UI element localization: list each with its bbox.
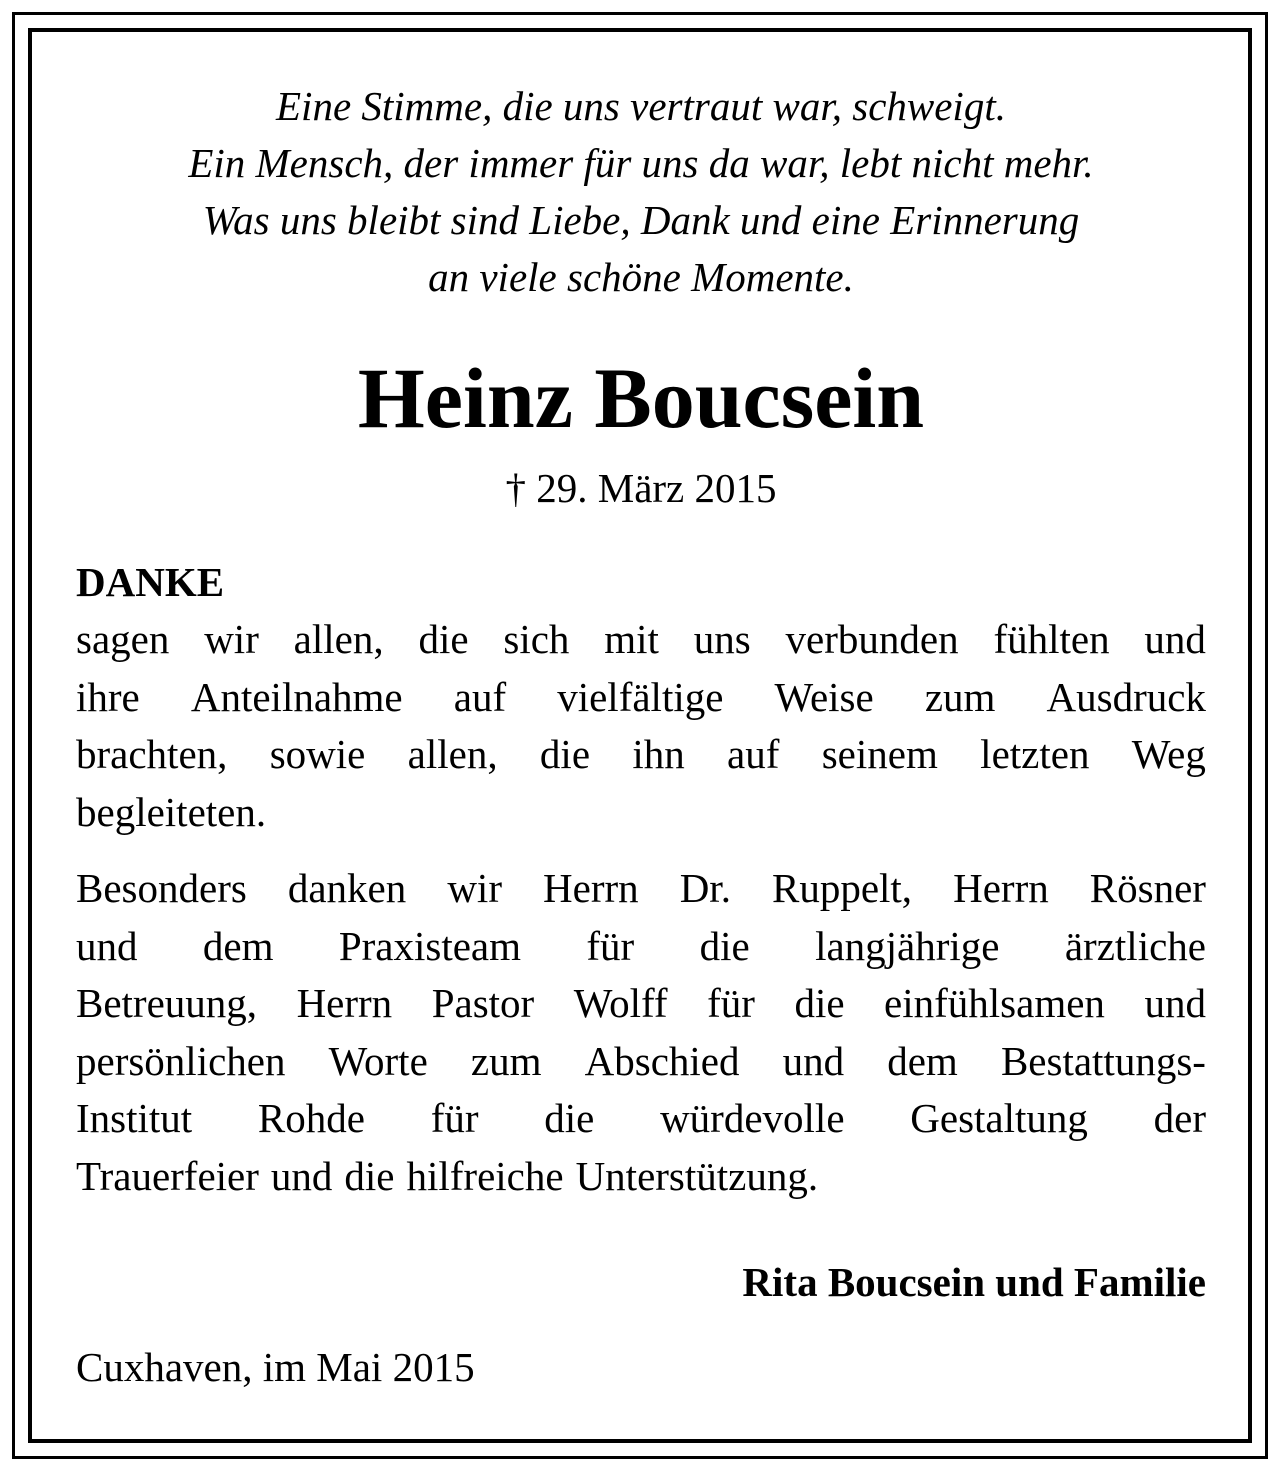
special-thanks-paragraph (76, 860, 1206, 1205)
paragraph-line: Besonders danken wir Herrn Dr. Ruppelt, Herrn Rösner (76, 865, 1206, 911)
poem-line: an viele schöne Momente. (428, 254, 854, 300)
deceased-name: Heinz Boucsein (357, 350, 925, 446)
paragraph-line: Institut Rohde für die würdevolle Gestaltung der (76, 1095, 1206, 1141)
paragraph-line: sagen wir allen, die sich mit uns verbunden fühlten und (76, 616, 1206, 662)
signature: Rita Boucsein und Familie (742, 1259, 1206, 1305)
paragraph-line: persönlichen Worte zum Abschied und dem Bestattungs- (76, 1037, 1206, 1084)
thanks-heading: DANKE (76, 559, 225, 605)
memorial-poem (76, 78, 1206, 306)
paragraph-line: ihre Anteilnahme auf vielfältige Weise zum Ausdruck (76, 673, 1206, 720)
place-and-date: Cuxhaven, im Mai 2015 (76, 1344, 475, 1390)
poem-line: Ein Mensch, der immer für uns da war, lebt nicht mehr. (188, 140, 1094, 186)
death-date: † 29. März 2015 (505, 465, 777, 511)
thanks-paragraph (76, 611, 1206, 841)
paragraph-line: begleiteten. (76, 788, 267, 835)
poem-line: Was uns bleibt sind Liebe, Dank und eine Erinnerung (202, 197, 1080, 243)
poem-line: Eine Stimme, die uns vertraut war, schweigt. (276, 83, 1006, 129)
paragraph-line: und dem Praxisteam für die langjährige ärztliche (76, 922, 1206, 969)
paragraph-line: Trauerfeier und die hilfreiche Unterstützung. (76, 1152, 819, 1199)
paragraph-line: Betreuung, Herrn Pastor Wolff für die einfühlsamen und (76, 980, 1206, 1026)
paragraph-line: brachten, sowie allen, die ihn auf seinem letzten Weg (76, 731, 1206, 777)
